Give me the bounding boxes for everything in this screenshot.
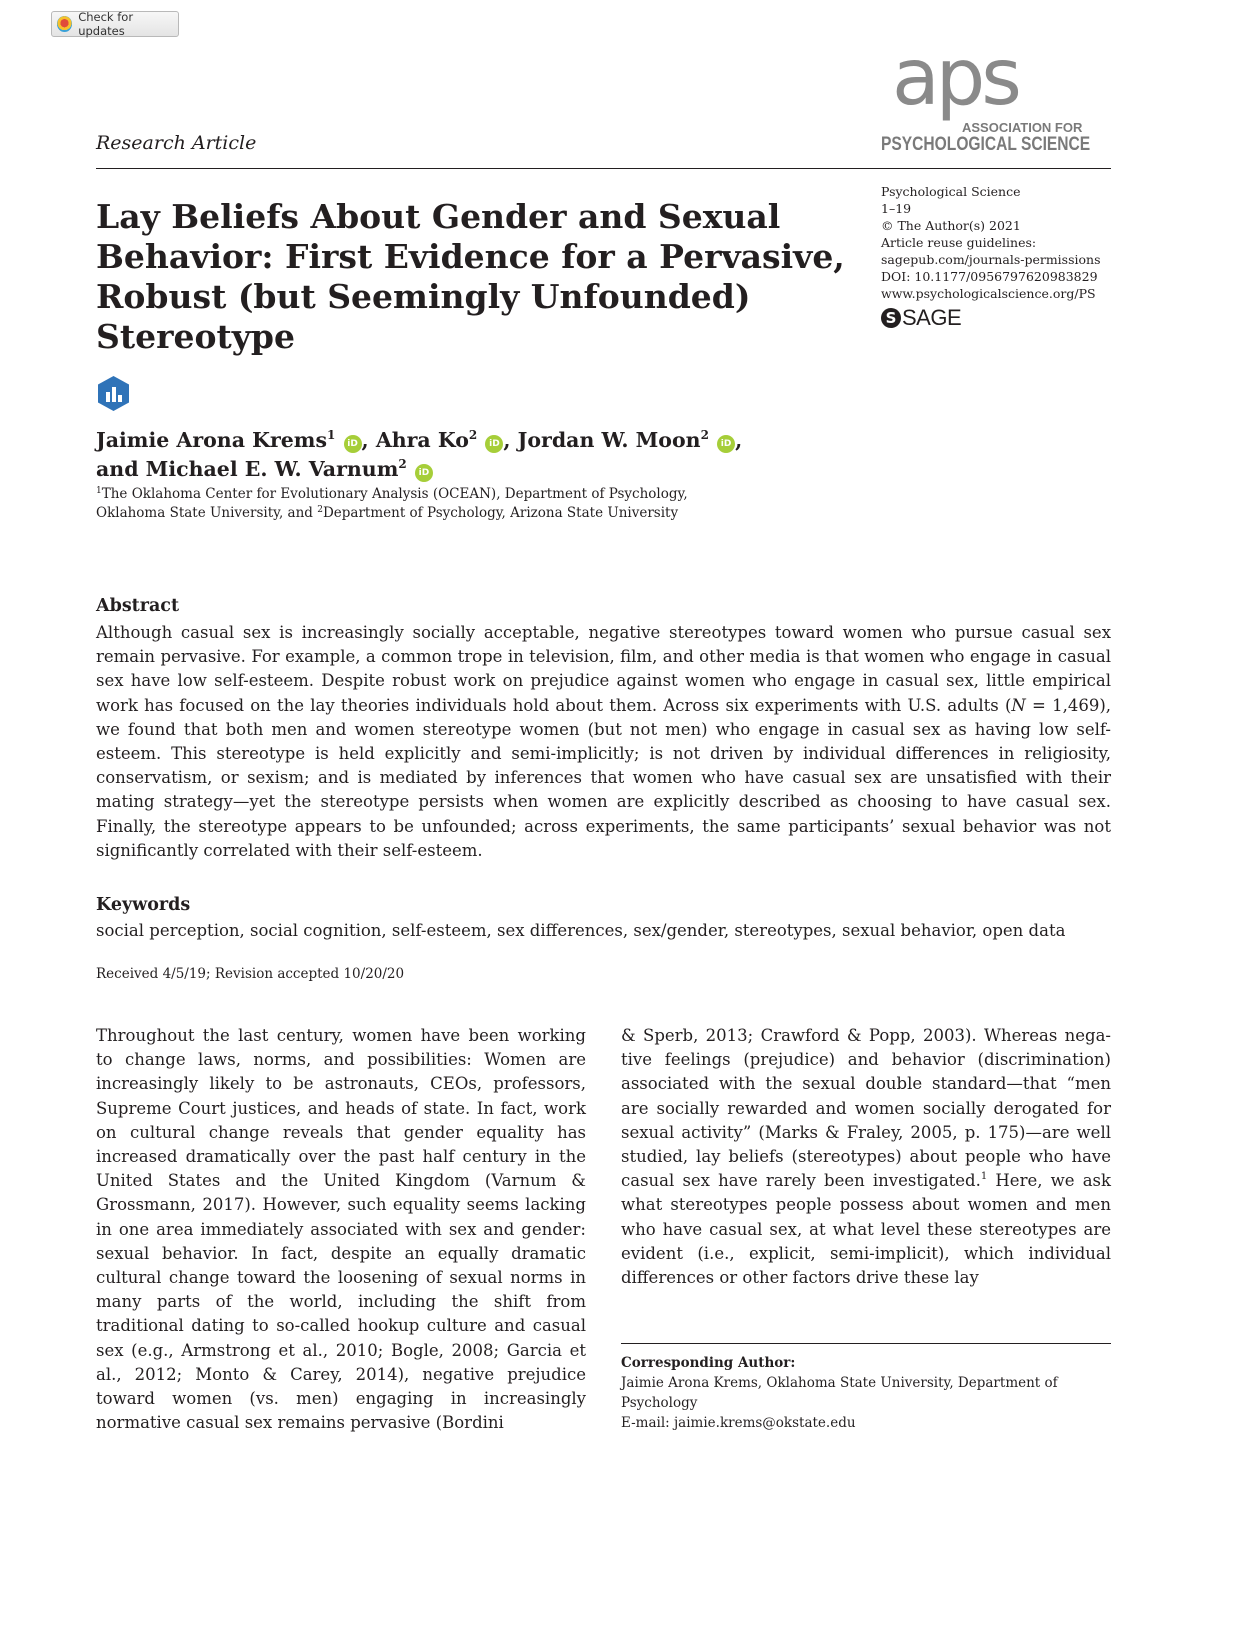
body-right-part-1: & Sperb, 2013; Crawford & Popp, 2003). Whereas negative feelings (prejudice) and behavior (discrimination) associated with the sexual double standard—that “men are socially rewarded and women socially derogated for sexual activity” (Marks & Fraley, 2005, p. 175)—are well studied, lay beliefs (stereotypes) about people who have casual sex have rarely been investigated.: [621, 1026, 1111, 1191]
journal-info: [881, 183, 1111, 302]
abstract-part-1: Although casual sex is increasingly socially acceptable, negative stereotypes toward women who pursue casual sex remain pervasive. For example, a common trope in television, film, and other media is that women who engage in casual sex have low self-esteem. Despite robust work on prejudice against women who engage in casual sex, little empirical work has focused on the lay theories individuals hold about them. Across six experiments with U.S. adults (: [96, 623, 1111, 715]
aps-tagline-line1: ASSOCIATION FOR: [962, 120, 1083, 135]
check-for-updates-label: Check for updates: [78, 10, 134, 38]
author-name: Jaimie Arona Krems: [96, 428, 328, 452]
corresponding-author-email[interactable]: E-mail: jaimie.krems@okstate.edu: [621, 1415, 856, 1431]
author-line-2: [96, 455, 796, 484]
aps-wordmark: [880, 42, 1065, 122]
open-data-badge-icon[interactable]: [96, 375, 131, 412]
author-separator: ,: [361, 428, 376, 452]
orcid-icon[interactable]: iD: [485, 435, 503, 453]
doi[interactable]: DOI: 10.1177/0956797620983829: [881, 269, 1098, 284]
journal-website-link[interactable]: www.psychologicalscience.org/PS: [881, 286, 1096, 301]
author-name: and Michael E. W. Varnum: [96, 457, 399, 481]
corresponding-author-heading: Corresponding Author:: [621, 1355, 796, 1371]
body-text-left-column: Throughout the last century, women have been working to change laws, norms, and possibilities: Women are increasingly likely to be astronauts, CEOs, professors, Supreme Court justices, and heads of state. In fact, work on cultural change reveals that gender equality has increased dramatically over the past half century in the United States and the United Kingdom (Varnum & Grossmann, 2017). However, such equality seems lacking in one area immediately associated with sex and gender: sexual behavior. In fact, despite an equally dramatic cultural change toward the loosening of sexual norms in many parts of the world, including the shift from traditional dating to so-called hookup culture and casual sex (e.g., Armstrong et al., 2010; Bogle, 2008; Garcia et al., 2012; Monto & Carey, 2014), negative prejudice toward women (vs. men) engaging in increasingly normative casual sex remains pervasive (Bordini: [96, 1026, 586, 1433]
affiliations: [96, 485, 796, 523]
author-list: [96, 426, 796, 484]
abstract-text: [96, 621, 1111, 863]
reuse-guidelines-link[interactable]: sagepub.com/journals-permissions: [881, 252, 1101, 267]
footnote-ref[interactable]: 1: [980, 1171, 988, 1183]
sample-size-symbol: N: [1011, 695, 1026, 715]
body-text-right-column: [621, 1024, 1111, 1290]
sage-logo: [881, 305, 961, 331]
aps-logo: [880, 42, 1091, 160]
affiliation-ref: 2: [700, 428, 709, 442]
author-name: Jordan W. Moon: [517, 428, 701, 452]
sage-wordmark: SAGE: [902, 305, 962, 330]
corresponding-author: [621, 1353, 1101, 1433]
journal-name: Psychological Science: [881, 184, 1021, 199]
check-for-updates-button[interactable]: [51, 11, 179, 37]
aps-tagline-line2: PSYCHOLOGICAL SCIENCE: [881, 134, 1091, 155]
author-separator: ,: [735, 428, 743, 452]
received-dates: Received 4/5/19; Revision accepted 10/20/20: [96, 966, 405, 982]
abstract-heading: Abstract: [96, 596, 180, 616]
article-type: Research Article: [96, 132, 257, 154]
orcid-icon[interactable]: iD: [717, 435, 735, 453]
affiliation-ref: 2: [468, 428, 478, 442]
copyright: © The Author(s) 2021: [881, 218, 1021, 233]
affiliation-1-continued: Oklahoma State University, and: [96, 505, 313, 521]
abstract-part-2: = 1,469), we found that both men and women stereotype women (but not men) who engage in casual sex as having low self-esteem. This stereotype is held explicitly and semi-implicitly; is not driven by individual differences in religiosity, conservatism, or sexism; and is mediated by inferences that women who have casual sex are unsatisfied with their mating strategy—yet the stereotype persists when women are explicitly described as choosing to have casual sex. Finally, the stereotype appears to be unfounded; across experiments, the same participants’ sexual behavior was not significantly correlated with their self-esteem.: [96, 695, 1112, 860]
orcid-icon[interactable]: iD: [415, 464, 433, 482]
header-divider: [96, 168, 1111, 169]
author-name: Ahra Ko: [375, 428, 469, 452]
author-line-1: [96, 426, 796, 455]
svg-text:aps: aps: [892, 42, 1018, 122]
sage-s-icon: S: [881, 308, 901, 328]
affiliation-ref: 1: [327, 428, 336, 442]
reuse-guidelines-label: Article reuse guidelines:: [881, 235, 1037, 250]
keywords-heading: Keywords: [96, 895, 191, 915]
affiliation-ref: 2: [398, 457, 407, 471]
affiliation-2: Department of Psychology, Arizona State University: [322, 505, 679, 521]
footnote-divider: [621, 1343, 1111, 1344]
affiliation-number: 1: [96, 486, 102, 496]
affiliation-1: The Oklahoma Center for Evolutionary Analysis (OCEAN), Department of Psychology,: [101, 486, 688, 502]
crossmark-icon: [57, 16, 72, 32]
author-separator: ,: [503, 428, 518, 452]
affiliation-number: 2: [317, 505, 323, 515]
corresponding-author-details: Jaimie Arona Krems, Oklahoma State University, Department of Psychology: [621, 1375, 1058, 1411]
body-right-part-2: Here, we ask what stereotypes people possess about women and men who have casual sex, at what level these stereotypes are evident (i.e., explicit, semi-implicit), which individual differences or other factors drive these lay: [621, 1171, 1111, 1288]
keywords-list: social perception, social cognition, self-esteem, sex differences, sex/gender, stereotypes, sexual behavior, open data: [96, 921, 1066, 940]
orcid-icon[interactable]: iD: [344, 435, 362, 453]
page-range: 1–19: [881, 201, 912, 216]
article-title: Lay Beliefs About Gender and Sexual Behavior: First Evidence for a Pervasive, Robust (but Seemingly Unfounded) Stereotype: [96, 197, 845, 356]
